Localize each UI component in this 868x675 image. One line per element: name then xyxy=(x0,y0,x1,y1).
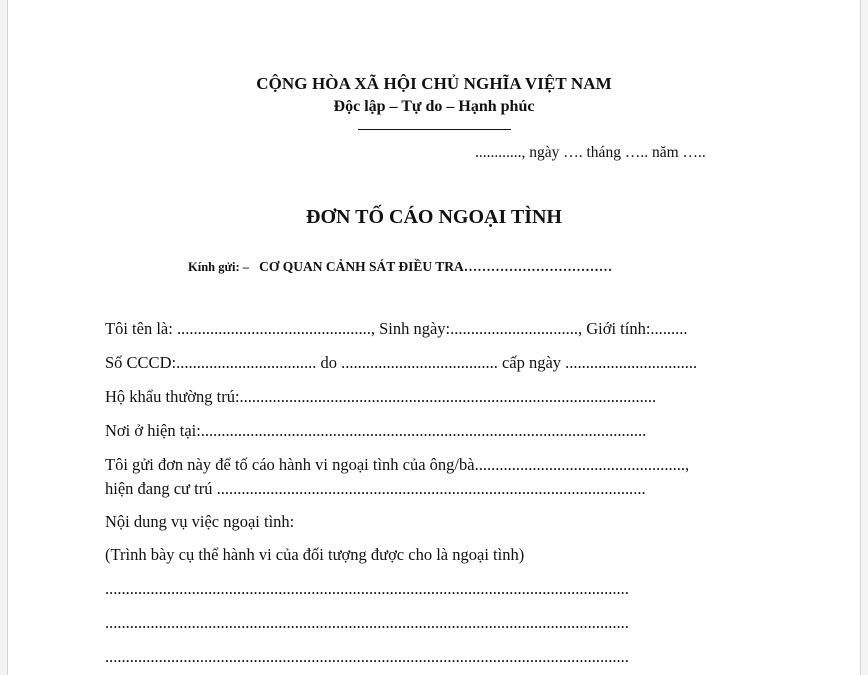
content-hint: (Trình bày cụ thể hành vi của đối tượng được cho là ngoại tình) xyxy=(105,545,525,564)
blank-line: ............................................................................................................................... xyxy=(105,579,629,598)
current-address-field-line: Nơi ở hiện tại:............................................................................................................ xyxy=(105,421,647,440)
accused-address-field-line: hiện đang cư trú ........................................................................................................ xyxy=(105,479,646,498)
recipient-label: Kính gửi: – xyxy=(188,260,249,274)
blank-line: ............................................................................................................................... xyxy=(105,647,629,666)
accused-field-line: Tôi gửi đơn này để tố cáo hành vi ngoại tình của ông/bà..................................................., xyxy=(105,455,690,474)
document-title: ĐƠN TỐ CÁO NGOẠI TÌNH xyxy=(306,206,562,228)
id-field-line: Số CCCD:.................................. do ...................................... cấp ngày ................................ xyxy=(105,353,698,372)
national-title: CỘNG HÒA XÃ HỘI CHỦ NGHĨA VIỆT NAM xyxy=(256,74,612,93)
recipient-agency: CƠ QUAN CẢNH SÁT ĐIỀU TRA…………………………… xyxy=(259,259,613,274)
date-line: ............, ngày …. tháng ….. năm ….. xyxy=(475,144,706,161)
name-field-line: Tôi tên là: ..............................................., Sinh ngày:..............................., Giới tính:......... xyxy=(105,319,688,338)
content-heading: Nội dung vụ việc ngoại tình: xyxy=(105,512,295,531)
document-page xyxy=(7,0,861,675)
national-motto: Độc lập – Tự do – Hạnh phúc xyxy=(333,98,535,115)
residence-field-line: Hộ khẩu thường trú:..................................................................................................... xyxy=(105,387,657,406)
blank-line: ............................................................................................................................... xyxy=(105,613,629,632)
recipient-line xyxy=(188,259,612,275)
header-divider xyxy=(358,129,511,130)
